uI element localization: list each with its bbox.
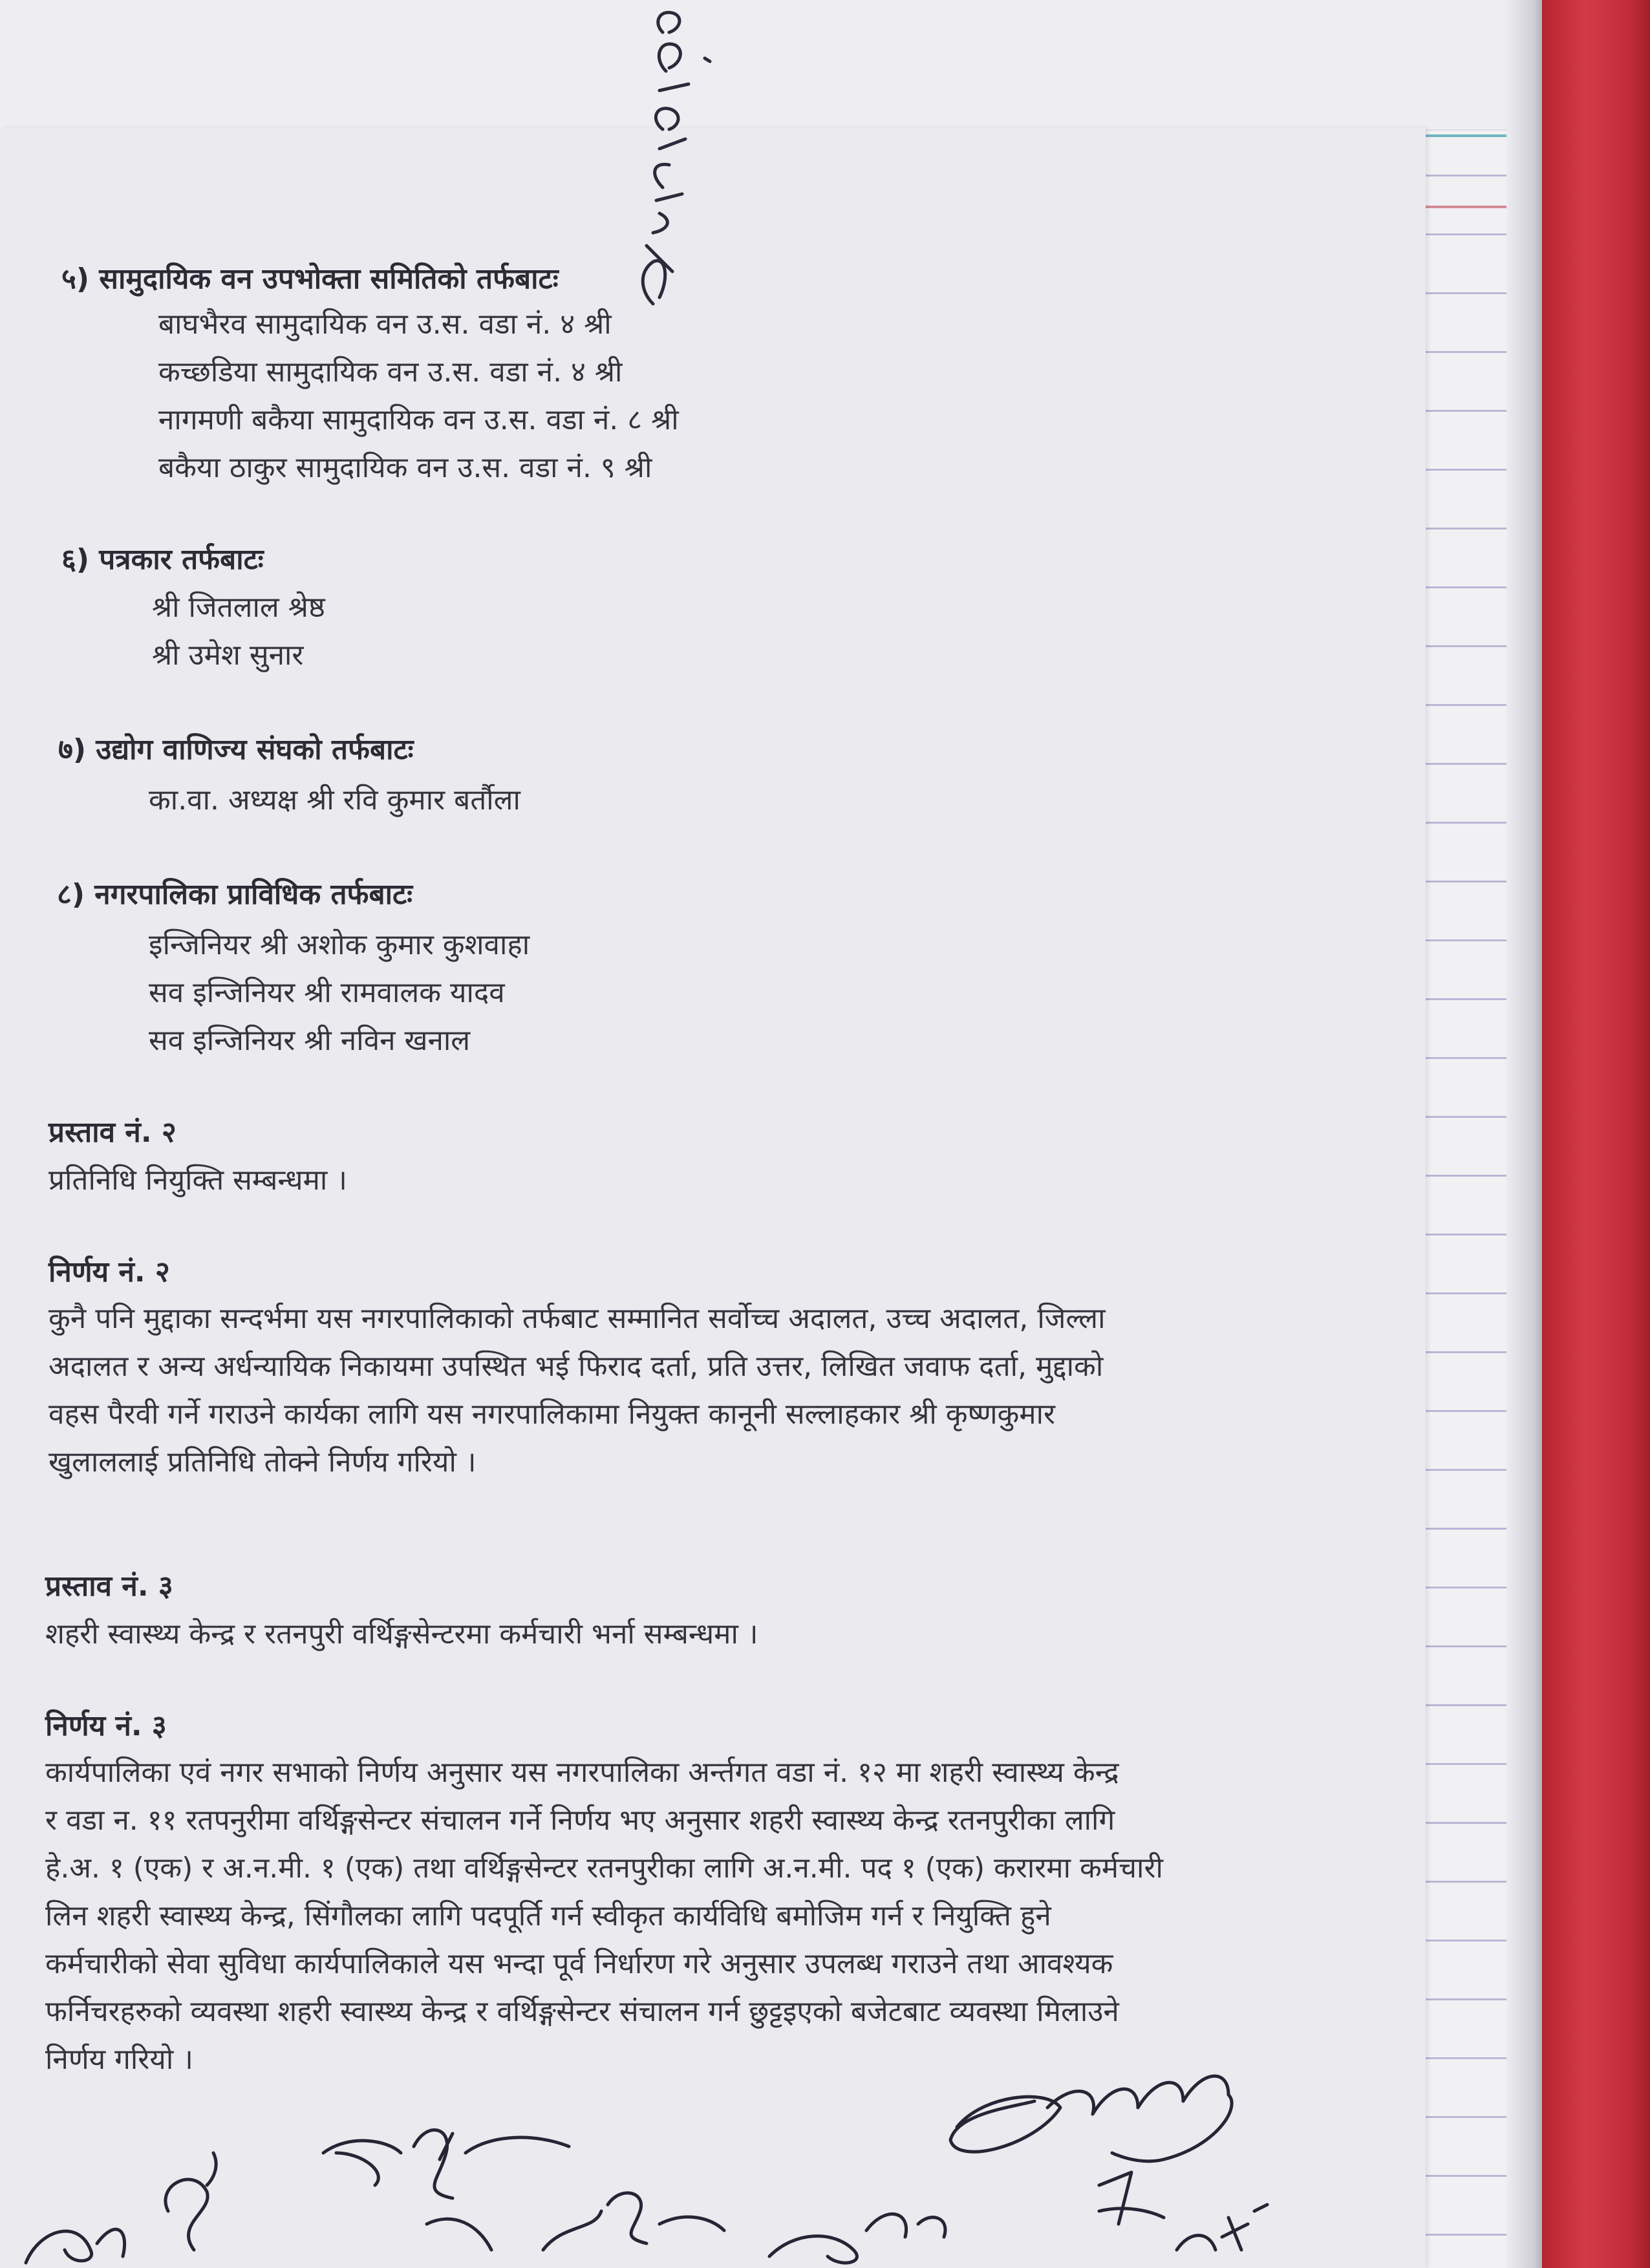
section8-item: सव इन्जिनियर श्री नविन खनाल — [149, 1024, 471, 1057]
section5-heading: ५) सामुदायिक वन उपभोक्ता समितिको तर्फबाटः — [61, 262, 559, 295]
notebook-margin-rule — [1422, 206, 1519, 208]
handwritten-date-note — [634, 0, 731, 323]
notebook-top-rule — [1422, 134, 1519, 137]
binding-shadow — [1506, 0, 1545, 2268]
section5-item: बाघभैरव सामुदायिक वन उ.स. वडा नं. ४ श्री — [158, 308, 612, 341]
proposal3-text: शहरी स्वास्थ्य केन्द्र र रतनपुरी वर्थिङ्गसेन्टरमा कर्मचारी भर्ना सम्बन्धमा । — [45, 1618, 758, 1651]
section7-heading: ७) उद्योग वाणिज्य संघको तर्फबाटः — [58, 733, 414, 766]
decision3-line: निर्णय गरियो । — [45, 2043, 193, 2076]
minutes-sheet — [0, 128, 1426, 2268]
section8-heading: ८) नगरपालिका प्राविधिक तर्फबाटः — [57, 878, 413, 911]
proposal2-heading: प्रस्ताव नं. २ — [48, 1116, 177, 1149]
section6-item: श्री जितलाल श्रेष्ठ — [152, 591, 325, 624]
decision3-line: र वडा न. ११ रतपनुरीमा वर्थिङ्गसेन्टर संचालन गर्ने निर्णय भए अनुसार शहरी स्वास्थ्य केन्द्र रतनपुरीका लागि — [45, 1804, 1115, 1837]
decision2-line: कुनै पनि मुद्दाका सन्दर्भमा यस नगरपालिकाको तर्फबाट सम्मानित सर्वोच्च अदालत, उच्च अदालत, जिल्ला — [48, 1302, 1106, 1335]
decision2-line: खुलाललाई प्रतिनिधि तोक्ने निर्णय गरियो । — [48, 1446, 477, 1479]
decision2-line: वहस पैरवी गर्ने गराउने कार्यका लागि यस नगरपालिकामा नियुक्त कानूनी सल्लाहकार श्री कृष्णकुमार — [48, 1398, 1056, 1431]
section5-item: कच्छडिया सामुदायिक वन उ.स. वडा नं. ४ श्री — [158, 356, 623, 389]
section6-item: श्री उमेश सुनार — [152, 639, 304, 672]
proposal2-text: प्रतिनिधि नियुक्ति सम्बन्धमा । — [48, 1164, 347, 1197]
decision3-line: कार्यपालिका एवं नगर सभाको निर्णय अनुसार यस नगरपालिका अर्न्तगत वडा नं. १२ मा शहरी स्वास्थ्य केन्द्र — [45, 1756, 1119, 1789]
decision2-line: अदालत र अन्य अर्धन्यायिक निकायमा उपस्थित भई फिराद दर्ता, प्रति उत्तर, लिखित जवाफ दर्ता, मुद्दाको — [48, 1350, 1104, 1383]
member-signatures — [0, 2056, 1358, 2268]
red-book-spine — [1542, 0, 1650, 2268]
decision3-heading: निर्णय नं. ३ — [45, 1709, 167, 1742]
section5-item: बकैया ठाकुर सामुदायिक वन उ.स. वडा नं. ९ श्री — [158, 451, 652, 484]
decision3-line: लिन शहरी स्वास्थ्य केन्द्र, सिंगौलका लागि पदपूर्ति गर्न स्वीकृत कार्यविधि बमोजिम गर्न र नियुक्ति हुने — [45, 1899, 1051, 1932]
section5-item: नागमणी बकैया सामुदायिक वन उ.स. वडा नं. ८ श्री — [158, 403, 679, 436]
section7-item: का.वा. अध्यक्ष श्री रवि कुमार बर्तौला — [149, 784, 520, 817]
decision3-line: कर्मचारीको सेवा सुविधा कार्यपालिकाले यस भन्दा पूर्व निर्धारण गरे अनुसार उपलब्ध गराउने तथा आवश्यक — [45, 1947, 1113, 1980]
section6-heading: ६) पत्रकार तर्फबाटः — [61, 543, 264, 576]
decision3-line: हे.अ. १ (एक) र अ.न.मी. १ (एक) तथा वर्थिङ्गसेन्टर रतनपुरीका लागि अ.न.मी. पद १ (एक) करारमा कर्मचारी — [45, 1852, 1163, 1885]
proposal3-heading: प्रस्ताव नं. ३ — [45, 1570, 173, 1603]
decision2-heading: निर्णय नं. २ — [48, 1256, 170, 1289]
decision3-line: फर्निचरहरुको व्यवस्था शहरी स्वास्थ्य केन्द्र र वर्थिङ्गसेन्टर संचालन गर्न छुट्टइएको बजेटबाट व्यवस्था मिलाउने — [45, 1995, 1119, 2028]
section8-item: सव इन्जिनियर श्री रामवालक यादव — [149, 976, 505, 1009]
section8-item: इन्जिनियर श्री अशोक कुमार कुशवाहा — [149, 928, 530, 961]
underlying-page-top — [0, 0, 1532, 131]
